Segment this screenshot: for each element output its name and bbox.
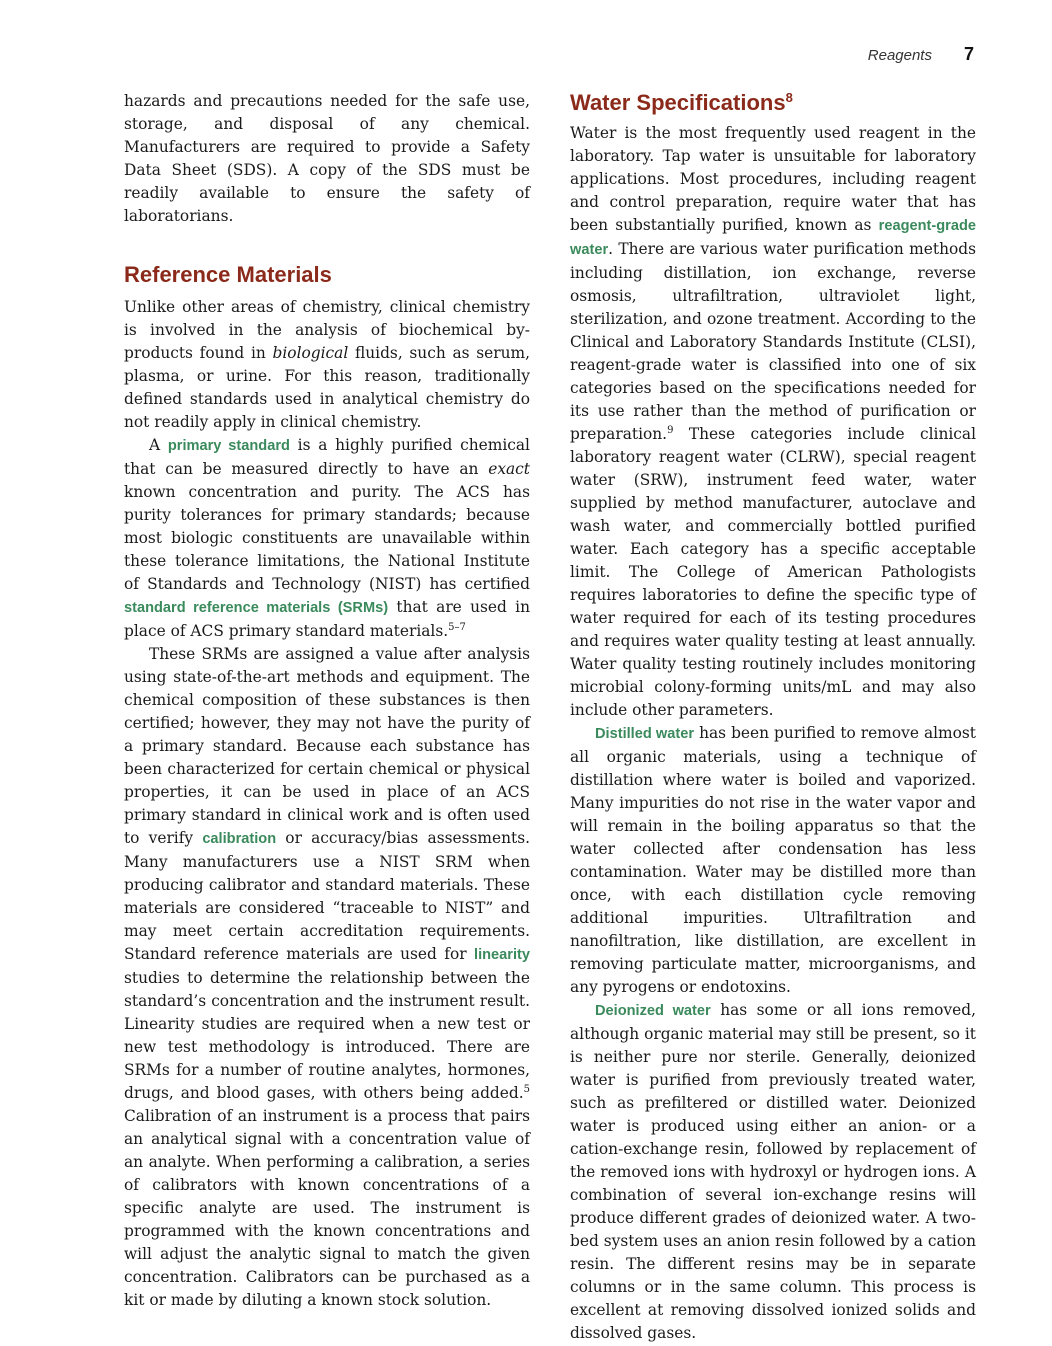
section-heading-reference-materials: Reference Materials — [124, 262, 332, 287]
right-column — [570, 90, 976, 1345]
running-header — [868, 44, 974, 65]
paragraph-continued: hazards and precautions needed for the safe use, storage, and disposal of any chemical. Manufacturers are required to provide a Safety Data Sheet (SDS). A copy of the SDS must be readily available to ensure the safety of laboratorians. — [124, 92, 530, 225]
heading-citation: 8 — [785, 90, 793, 105]
citation: 5 — [523, 1084, 530, 1095]
keyword-srms: standard reference materials (SRMs) — [124, 600, 389, 616]
paragraph-deionized-water: Deionized water has some or all ions removed, although organic material may still be present, so it is neither pure nor sterile. Generally, deionized water is purified from previously treated water, such as prefiltered or distilled water. Deionized water is produced using either an anion- or a cation-exchange resin, followed by replacement of the removed ions with hydroxyl or hydrogen ions. A combination of several ion-exchange resins will produce different grades of deionized water. A two-bed system uses an anion resin followed by a cation resin. The different resins may be in separate columns or in the same column. This process is excellent at removing dissolved ionized solids and dissolved gases. — [570, 1001, 976, 1342]
left-column — [124, 90, 530, 1312]
section-heading-water-specifications: Water Specifications$^8$ — [570, 90, 793, 115]
page-number: 7 — [963, 44, 974, 64]
paragraph-distilled-water: Distilled water has been purified to remove almost all organic materials, using a technique of distillation where water is boiled and vaporized. Many impurities do not rise in the water vapor and will remain in the boiling apparatus so that the water collected after condensation has less contamination. Water may be distilled more than once, with each distillation cycle removing additional impurities. Ultrafiltration and nanofiltration, like distillation, are excellent in removing particulate matter, microorganisms, and any pyrogens or endotoxins. — [570, 724, 976, 996]
running-header-section: Reagents — [867, 47, 932, 64]
keyword-deionized-water: Deionized water — [595, 1003, 711, 1019]
citation: 5–7 — [448, 622, 466, 633]
paragraph-primary-standard: A primary standard is a highly purified chemical that can be measured directly to have an exact known concentration and purity. The ACS has purity tolerances for primary standards; because most biologic constituents are unavailable within these tolerance limitations, the National Institute of Standards and Technology (NIST) has certified standard reference materials (SRMs) that are used in place of ACS primary standard materials.$^{5-7}$ — [124, 436, 530, 640]
keyword-calibration: calibration — [202, 831, 277, 847]
keyword-linearity: linearity — [474, 947, 530, 963]
citation: 9 — [667, 425, 674, 436]
keyword-primary-standard: primary standard — [167, 438, 290, 454]
keyword-reagent-grade-water: reagent-grade water — [570, 218, 976, 258]
paragraph-srms: These SRMs are assigned a value after analysis using state-of-the-art methods and equipment. The chemical composition of these substances is then certified; however, they may not have the purity of a primary standard. Because each substance has been characterized for certain chemical or physical properties, it can be used in place of an ACS primary standard in clinical work and is often used to verify calibration or accuracy/bias assessments. Many manufacturers use a NIST SRM when producing calibrator and standard materials. These materials are considered “traceable to NIST” and may meet certain accreditation requirements. Standard reference materials are used for linearity studies to determine the relationship between the standard’s concentration and the instrument result. Linearity studies are required when a new test or new test methodology is introduced. There are SRMs for a number of routine analytes, hormones, drugs, and blood gases, with others being added.$^5$ Calibration of an instrument is a process that pairs an analytical signal with a concentration value of an analyte. When performing a calibration, a series of calibrators with known concentrations of a specific analyte are used. The instrument is programmed with the known concentrations and will adjust the analytic signal to match the given concentration. Calibrators can be purchased as a kit or made by diluting a known stock solution. — [124, 645, 530, 1309]
paragraph-water-intro: Water is the most frequently used reagent in the laboratory. Tap water is unsuitable for laboratory applications. Most procedures, including reagent and control preparation, require water that has been substantially purified, known as reagent-grade water. There are various water purification methods including distillation, ion exchange, reverse osmosis, ultrafiltration, ultraviolet light, sterilization, and ozone treatment. According to the Clinical and Laboratory Standards Institute (CLSI), reagent-grade water is classified into one of six categories based on the specifications needed for its use rather than the method of purification or preparation.$^9$ These categories include clinical laboratory reagent water (CLRW), special reagent water (SRW), instrument feed water, water supplied by method manufacturer, autoclave and wash water, and commercially bottled purified water. Each category has a specific acceptable limit. The College of American Pathologists requires laboratories to define the specific type of water required for each of its testing procedures and requires water quality testing at least annually. Water quality testing routinely includes monitoring microbial colony-forming units/mL and may also include other parameters. — [570, 124, 976, 719]
paragraph-reference-intro: Unlike other areas of chemistry, clinical chemistry is involved in the analysis of biochemical by-products found in biological fluids, such as serum, plasma, or urine. For this reason, traditionally defined standards used in analytical chemistry do not readily apply in clinical chemistry. — [124, 298, 530, 431]
keyword-distilled-water: Distilled water — [595, 726, 695, 742]
